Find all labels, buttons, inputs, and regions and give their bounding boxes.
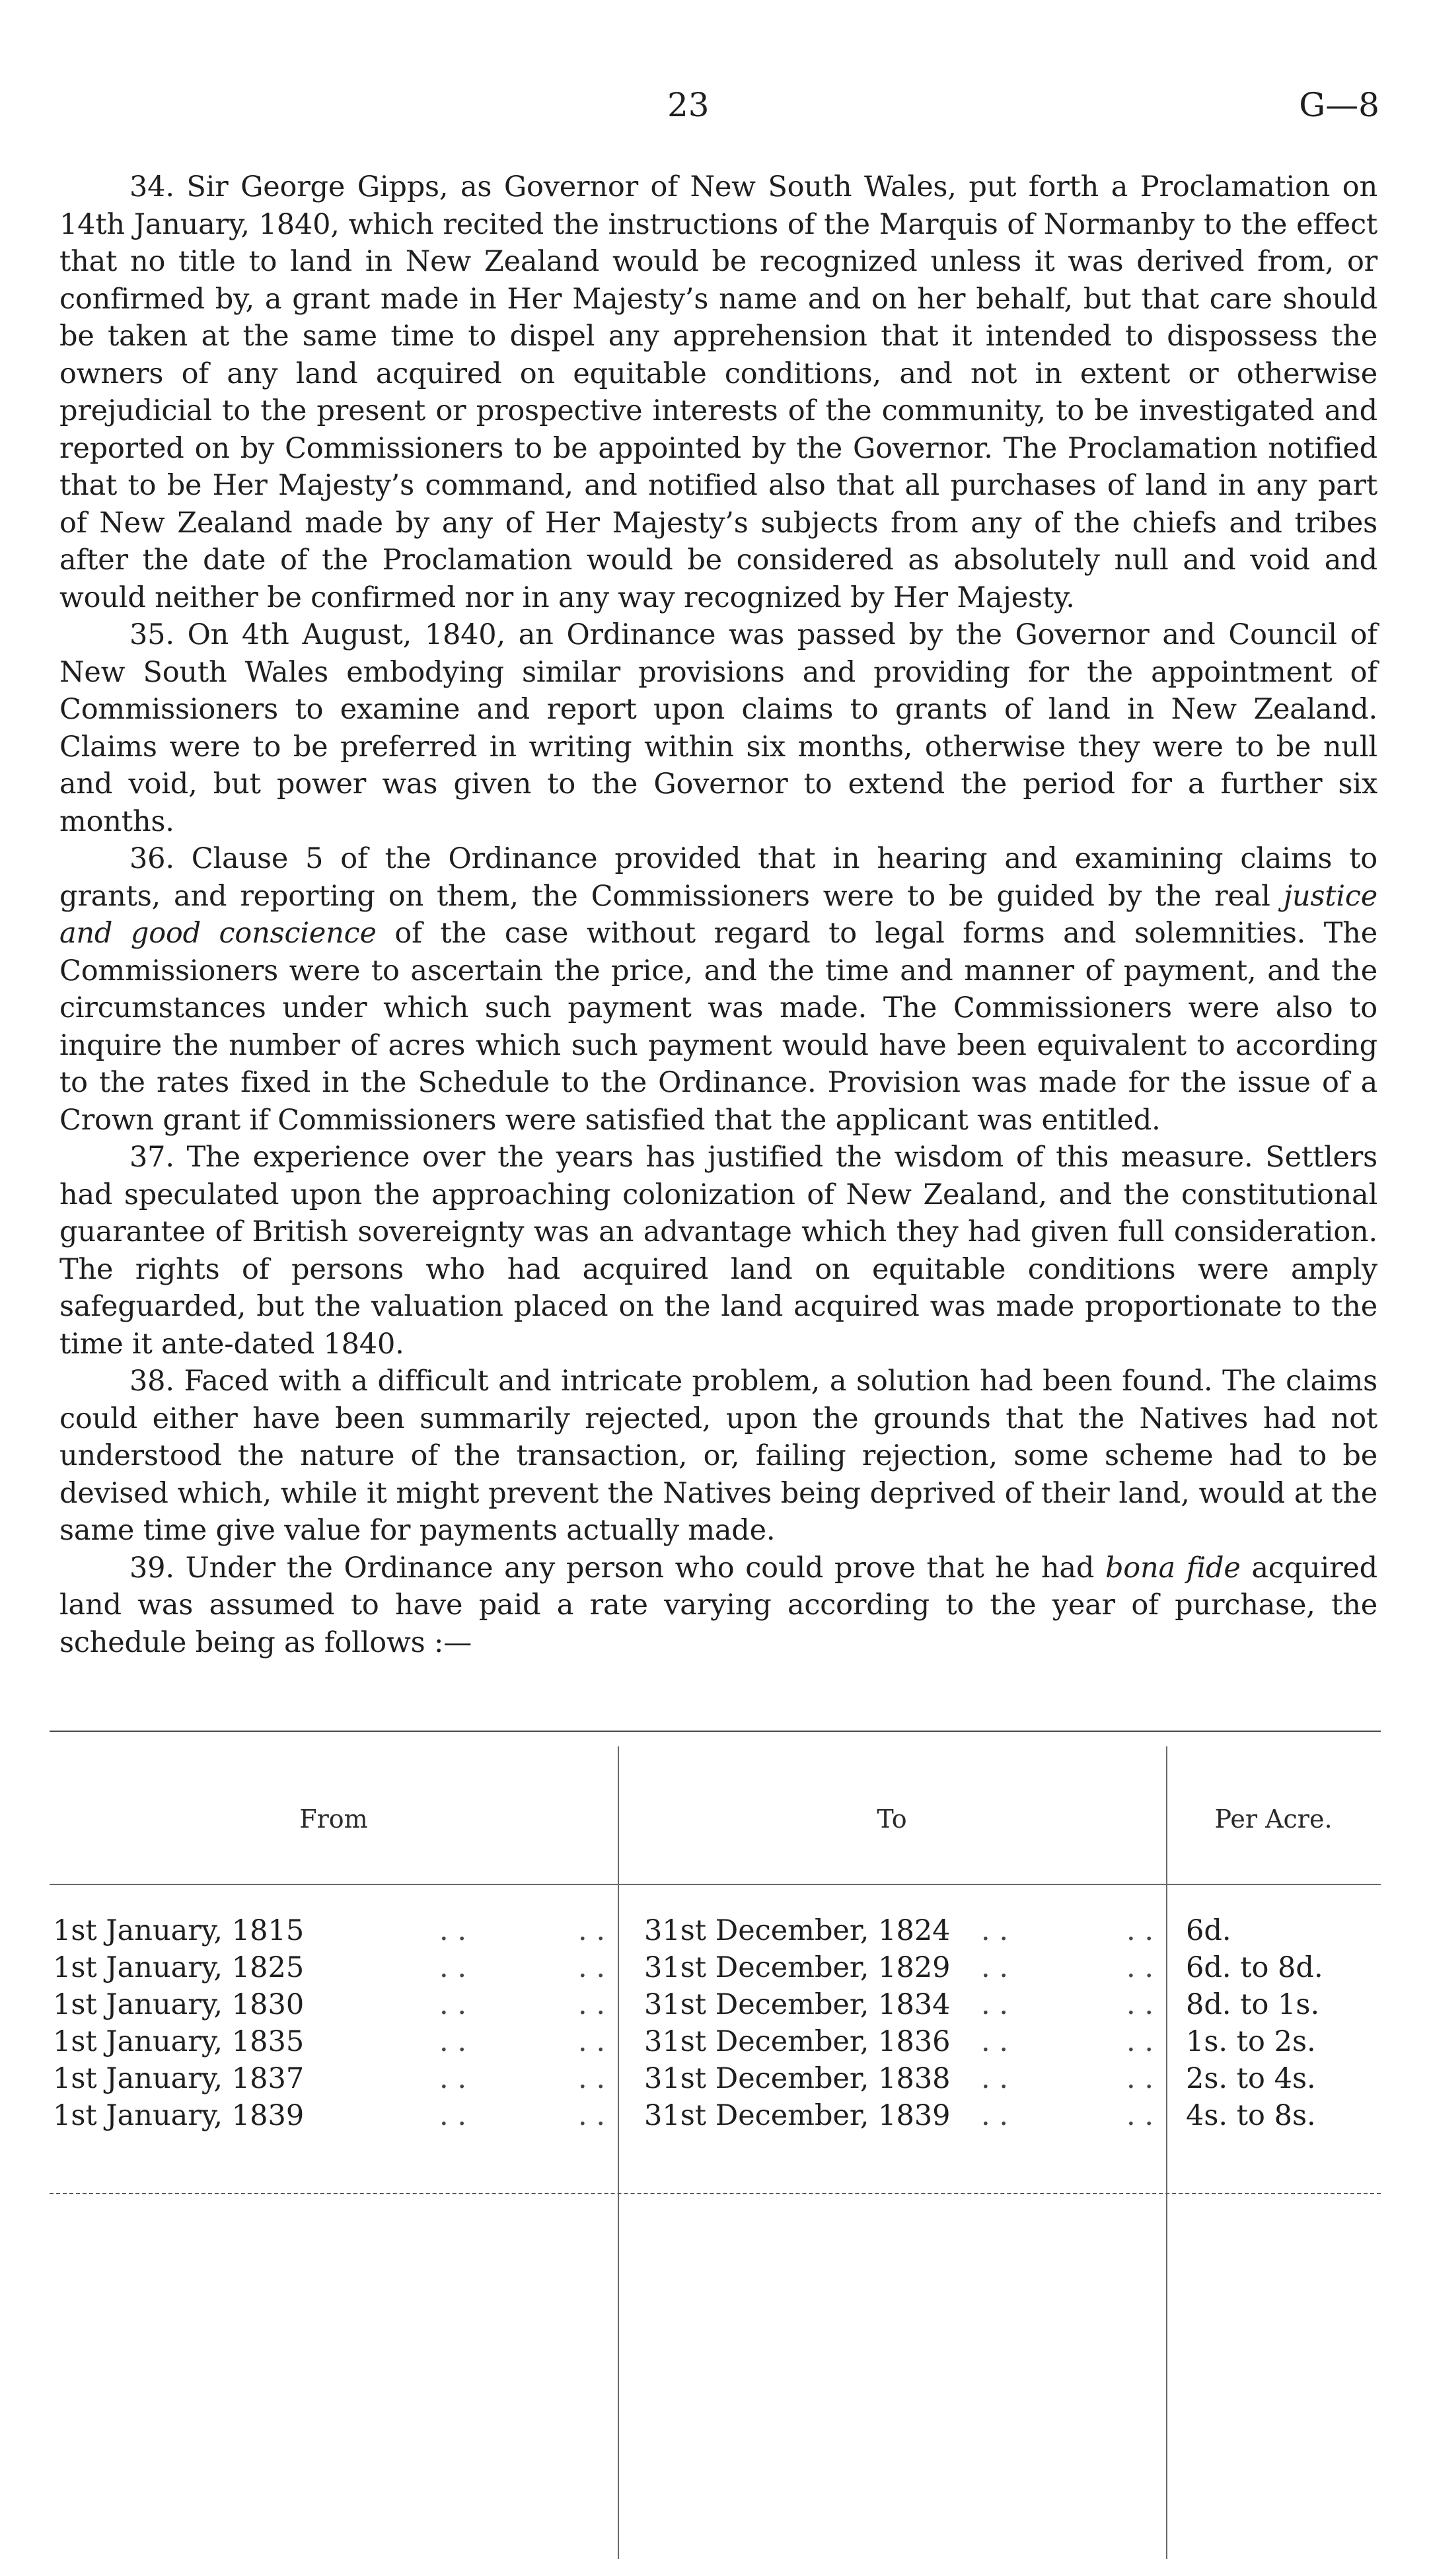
dot-leader: . . — [578, 2099, 606, 2132]
document-reference: G—8 — [1299, 86, 1379, 124]
paragraph-35 — [59, 616, 1377, 840]
table-row — [50, 1988, 1381, 2025]
paragraph-39 — [59, 1550, 1377, 1662]
from-date: 1st January, 1837 — [53, 2062, 305, 2095]
italic-phrase: justice and good conscience — [59, 879, 1377, 950]
from-date: 1st January, 1815 — [53, 1914, 305, 1947]
from-date: 1st January, 1825 — [53, 1951, 305, 1984]
table-row — [50, 2099, 1381, 2136]
dot-leader: . . — [578, 2025, 606, 2058]
dot-leader: . . — [1126, 2025, 1154, 2058]
dot-leader: . . — [981, 2062, 1009, 2095]
dot-leader: . . — [578, 1914, 606, 1947]
from-date: 1st January, 1839 — [53, 2099, 305, 2132]
rate-per-acre: 1s. to 2s. — [1186, 2025, 1316, 2058]
dot-leader: . . — [981, 1951, 1009, 1984]
dot-leader: . . — [439, 2099, 467, 2132]
dot-leader: . . — [1126, 1914, 1154, 1947]
column-header-from: From — [299, 1805, 368, 1834]
dot-leader: . . — [1126, 2099, 1154, 2132]
purchase-rate-schedule — [50, 1731, 1381, 2576]
to-date: 31st December, 1824 — [644, 1914, 951, 1947]
paragraph-text: of the case without regard to legal forms and solemnities. The Commissioners were to ascertain the price, and the time and manner of payment, and the circumstances under which such payment was made. The Commissioners were also to inquire the number of acres which such payment would have been equivalent to according to the rates fixed in the Schedule to the Ordinance. Provision was made for the issue of a Crown grant if Commissioners were satisfied that the applicant was entitled. — [59, 917, 1377, 1137]
dot-leader: . . — [439, 1988, 467, 2021]
paragraph-text: 39. Under the Ordinance any person who could prove that he had — [129, 1551, 1105, 1585]
table-row — [50, 2062, 1381, 2099]
column-header-to: To — [877, 1805, 907, 1834]
paragraph-text: 38. Faced with a difficult and intricate problem, a solution had been found. The claims could either have been summarily rejected, upon the grounds that the Natives had not understood the nature of the transaction, or, failing rejection, some scheme had to be devised which, while it might prevent the Natives being deprived of their land, would at the same time give value for payments actually made. — [59, 1365, 1377, 1547]
paragraph-text: 34. Sir George Gipps, as Governor of New South Wales, put forth a Proclamation on 14th January, 1840, which recited the instructions of the Marquis of Normanby to the effect that no title to land in New Zealand would be recognized unless it was derived from, or confirmed by, a grant made in Her Majesty’s name and on her behalf, but that care should be taken at the same time to dispel any apprehension that it intended to dispossess the owners of any land acquired on equitable conditions, and not in extent or otherwise prejudicial to the present or prospective interests of the community, to be investigated and reported on by Commissioners to be appointed by the Governor. The Proclamation notified that to be Her Majesty’s command, and notified also that all purchases of land in any part of New Zealand made by any of Her Majesty’s subjects from any of the chiefs and tribes after the date of the Proclamation would be considered as absolutely null and void and would neither be confirmed nor in any way recognized by Her Majesty. — [59, 170, 1377, 614]
dot-leader: . . — [439, 2062, 467, 2095]
table-top-rule — [50, 1731, 1381, 1732]
from-date: 1st January, 1835 — [53, 2025, 305, 2058]
paragraph-37 — [59, 1139, 1377, 1363]
paragraph-text: 37. The experience over the years has justified the wisdom of this measure. Settlers had speculated upon the approaching colonization of New Zealand, and the constitutional guarantee of British sovereignty was an advantage which they had given full consideration. The rights of persons who had acquired land on equitable conditions were amply safeguarded, but the valuation placed on the land acquired was made proportionate to the time it ante-dated 1840. — [59, 1141, 1377, 1361]
dot-leader: . . — [578, 1951, 606, 1984]
column-header-per-acre: Per Acre. — [1214, 1805, 1333, 1834]
to-date: 31st December, 1834 — [644, 1988, 951, 2021]
paragraph-34 — [59, 168, 1377, 616]
dot-leader: . . — [578, 1988, 606, 2021]
paragraph-38 — [59, 1363, 1377, 1550]
dot-leader: . . — [439, 1951, 467, 1984]
to-date: 31st December, 1838 — [644, 2062, 951, 2095]
to-date: 31st December, 1839 — [644, 2099, 951, 2132]
from-date: 1st January, 1830 — [53, 1988, 305, 2021]
to-date: 31st December, 1836 — [644, 2025, 951, 2058]
table-row — [50, 1951, 1381, 1988]
paragraph-text: acquired land was assumed to have paid a rate varying according to the year of purchase, the schedule being as follows :— — [59, 1551, 1377, 1659]
paragraph-text: 35. On 4th August, 1840, an Ordinance was passed by the Governor and Council of New South Wales embodying similar provisions and providing for the appointment of Commissioners to examine and report upon claims to grants of land in New Zealand. Claims were to be preferred in writing within six months, otherwise they were to be null and void, but power was given to the Governor to extend the period for a further six months. — [59, 618, 1377, 838]
page-number: 23 — [667, 86, 710, 124]
rate-per-acre: 8d. to 1s. — [1186, 1988, 1320, 2021]
rate-per-acre: 4s. to 8s. — [1186, 2099, 1316, 2132]
dot-leader: . . — [981, 1914, 1009, 1947]
dot-leader: . . — [1126, 1951, 1154, 1984]
column-divider — [1166, 1746, 1167, 2559]
dot-leader: . . — [981, 1988, 1009, 2021]
table-row — [50, 2025, 1381, 2062]
dot-leader: . . — [439, 2025, 467, 2058]
dot-leader: . . — [1126, 1988, 1154, 2021]
rate-per-acre: 6d. to 8d. — [1186, 1951, 1323, 1984]
body-text — [59, 168, 1377, 1661]
paragraph-36 — [59, 840, 1377, 1139]
rate-per-acre: 6d. — [1186, 1914, 1231, 1947]
header-rule — [50, 1884, 1381, 1885]
column-divider — [618, 1746, 619, 2559]
dot-leader: . . — [981, 2025, 1009, 2058]
paragraph-text: 36. Clause 5 of the Ordinance provided that in hearing and examining claims to grants, and reporting on them, the Commissioners were to be guided by the real — [59, 842, 1377, 913]
table-bottom-rule — [50, 2193, 1381, 2194]
dot-leader: . . — [981, 2099, 1009, 2132]
rate-per-acre: 2s. to 4s. — [1186, 2062, 1316, 2095]
dot-leader: . . — [439, 1914, 467, 1947]
dot-leader: . . — [1126, 2062, 1154, 2095]
to-date: 31st December, 1829 — [644, 1951, 951, 1984]
italic-phrase: bona fide — [1105, 1551, 1241, 1585]
dot-leader: . . — [578, 2062, 606, 2095]
page-header — [0, 86, 1429, 132]
table-row — [50, 1914, 1381, 1951]
